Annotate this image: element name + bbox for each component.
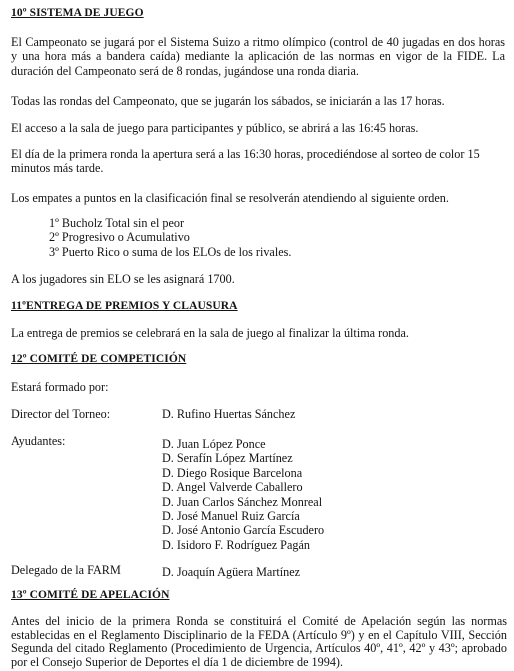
section-12-heading: 12º COMITÉ DE COMPETICIÓN [11,353,187,365]
section-11-heading: 11ºENTREGA DE PREMIOS Y CLAUSURA [11,300,238,312]
tiebreak-criterion-3: 3º Puerto Rico o suma de los ELOs de los rivales. [49,245,292,259]
delegado-label: Delegado de la FARM [11,563,121,577]
delegado-name: D. Joaquín Agüera Martínez [162,565,301,579]
director-name: D. Rufino Huertas Sánchez [162,407,296,421]
section-13-heading: 13º COMITÉ DE APELACIÓN [11,589,170,601]
list-item: D. Isidoro F. Rodríguez Pagán [162,537,310,552]
s10-paragraph-4: El día de la primera ronda la apertura será a las 16:30 horas, procediéndose al sorteo de color 15 minutos más tarde. [11,147,480,176]
tiebreak-criterion-2: 2º Progresivo o Acumulativo [49,230,190,244]
s11-paragraph-1: La entrega de premios se celebrará en la sala de juego al finalizar la última ronda. [11,326,409,340]
s10-paragraph-2: Todas las rondas del Campeonato, que se jugarán los sábados, se iniciarán a las 17 horas. [11,94,445,108]
ayudantes-list [162,437,324,552]
list-item: D. Serafín López Martínez [162,451,293,466]
tiebreak-criterion-1: 1º Bucholz Total sin el peor [49,216,185,230]
s10-paragraph-3: El acceso a la sala de juego para participantes y público, se abrirá a las 16:45 horas. [11,121,419,135]
s13-paragraph-1: Antes del inicio de la primera Ronda se constituirá el Comité de Apelación según las normas establecidas en el Reglamento Disciplinario de la FEDA (Artículo 9º) y en el Capítulo VIII, Sección Segunda del citado Reglamento (Procedimiento de Urgencia, Artículos 40º, 41º, 42º y 43º; aprobado por el Consejo Superior de Deportes el día 1 de diciembre de 1994). [11,614,507,669]
list-item: D. Juan López Ponce [162,437,266,451]
ayudantes-label: Ayudantes: [11,434,66,448]
s12-intro: Estará formado por: [11,380,109,394]
s10-paragraph-6: A los jugadores sin ELO se les asignará 1700. [11,272,235,286]
list-item: D. José Antonio García Escudero [162,523,325,538]
list-item: D. José Manuel Ruiz García [162,508,300,523]
list-item: D. Juan Carlos Sánchez Monreal [162,494,323,509]
list-item: D. Diego Rosique Barcelona [162,465,303,480]
s10-paragraph-1: El Campeonato se jugará por el Sistema Suizo a ritmo olímpico (control de 40 jugadas en dos horas y una hora más a bandera caída) mediante la aplicación de las normas en vigor de la FIDE. La duración del Campeonato será de 8 rondas, jugándose una ronda diaria. [11,35,505,78]
section-10-heading: 10º SISTEMA DE JUEGO [11,7,144,19]
s10-paragraph-5: Los empates a puntos en la clasificación final se resolverán atendiendo al siguiente orden. [11,191,449,205]
list-item: D. Angel Valverde Caballero [162,480,303,495]
director-label: Director del Torneo: [11,407,111,421]
